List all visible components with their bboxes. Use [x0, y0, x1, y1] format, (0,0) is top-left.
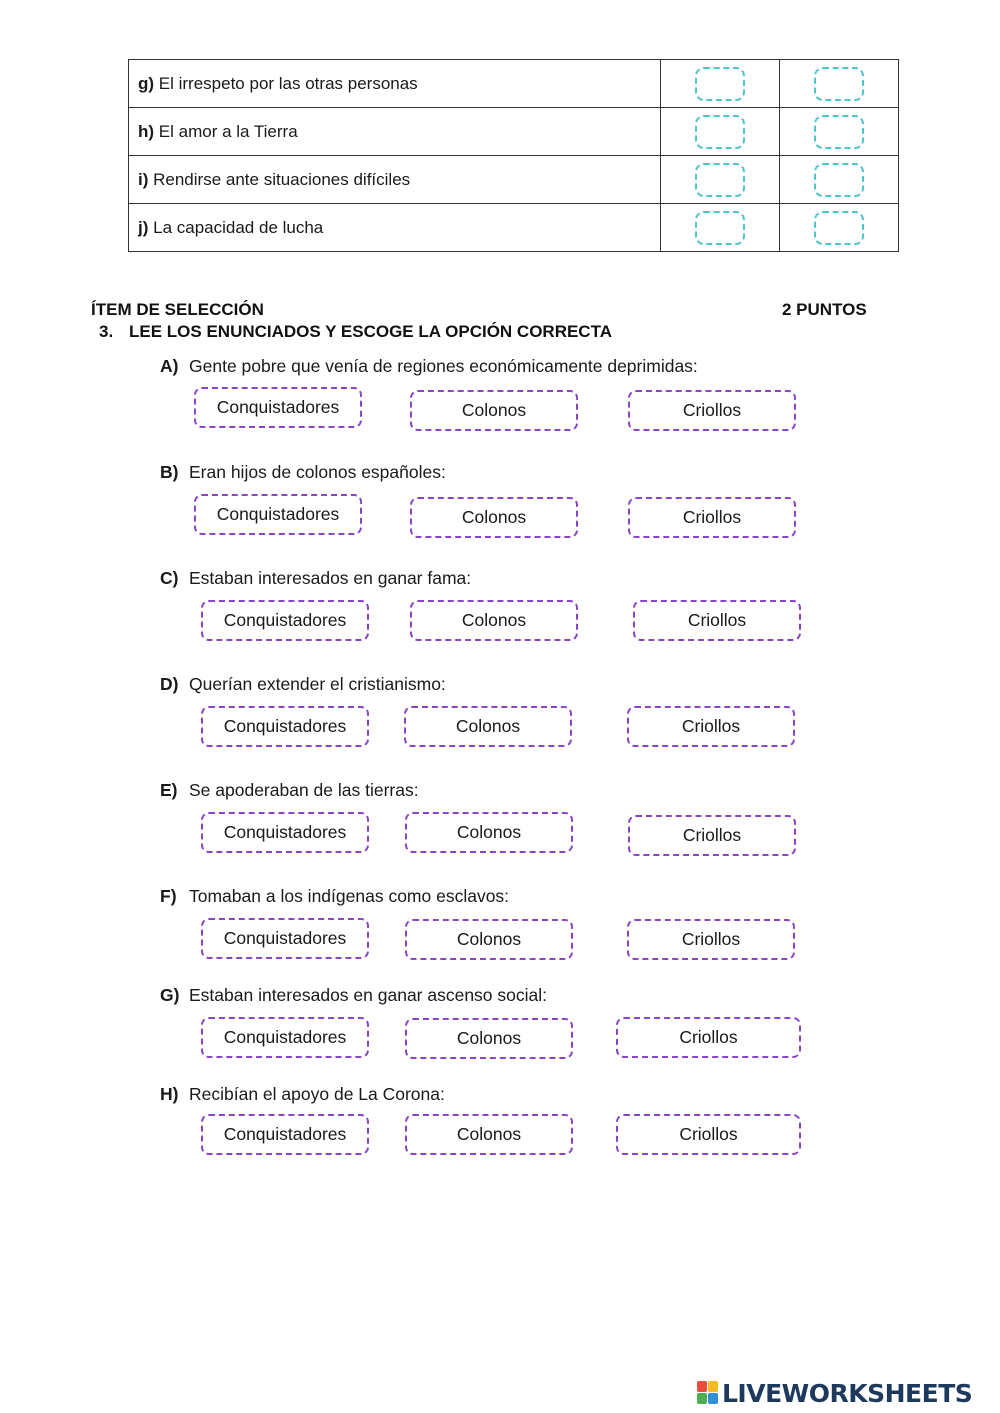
option-conquistadores[interactable]: Conquistadores — [194, 387, 362, 428]
answer-cell-2 — [780, 60, 899, 108]
answer-cell-2 — [780, 156, 899, 204]
answer-cell-1 — [661, 156, 780, 204]
statement-cell — [129, 204, 661, 252]
statement-letter: h) — [138, 121, 155, 141]
statement-text: El amor a la Tierra — [158, 121, 298, 141]
statement-cell — [129, 60, 661, 108]
option-criollos[interactable]: Criollos — [627, 706, 795, 747]
answer-cell-2 — [780, 108, 899, 156]
question-text — [160, 462, 446, 483]
logo-text: LIVEWORKSHEETS — [722, 1378, 973, 1408]
answer-cell-1 — [661, 60, 780, 108]
question-number: 3. — [99, 322, 114, 341]
statement-cell — [129, 108, 661, 156]
option-colonos[interactable]: Colonos — [410, 497, 578, 538]
table-row — [129, 156, 899, 204]
question-prompt: Estaban interesados en ganar fama: — [189, 568, 472, 588]
answer-checkbox-j-2[interactable] — [814, 211, 864, 245]
question-text — [160, 356, 698, 377]
question-text — [160, 886, 509, 907]
question-prompt: Querían extender el cristianismo: — [189, 674, 446, 694]
question-letter: A) — [160, 356, 179, 376]
statement-text: Rendirse ante situaciones difíciles — [153, 169, 411, 189]
statement-text: El irrespeto por las otras personas — [158, 73, 418, 93]
option-colonos[interactable]: Colonos — [405, 1114, 573, 1155]
option-criollos[interactable]: Criollos — [628, 390, 796, 431]
statement-table — [128, 59, 899, 252]
section-points: 2 PUNTOS — [782, 300, 867, 319]
question-prompt: Eran hijos de colonos españoles: — [189, 462, 446, 482]
option-conquistadores[interactable]: Conquistadores — [194, 494, 362, 535]
question-text — [160, 985, 547, 1006]
question-prompt: Recibían el apoyo de La Corona: — [189, 1084, 445, 1104]
answer-cell-1 — [661, 108, 780, 156]
option-criollos[interactable]: Criollos — [633, 600, 801, 641]
question-letter: G) — [160, 985, 180, 1005]
option-conquistadores[interactable]: Conquistadores — [201, 706, 369, 747]
statement-text: La capacidad de lucha — [153, 217, 324, 237]
question-letter: D) — [160, 674, 179, 694]
question-c — [160, 568, 860, 658]
answer-checkbox-h-2[interactable] — [814, 115, 864, 149]
answer-checkbox-j-1[interactable] — [695, 211, 745, 245]
question-d — [160, 674, 860, 764]
liveworksheets-logo — [697, 1377, 972, 1409]
option-colonos[interactable]: Colonos — [404, 706, 572, 747]
answer-checkbox-g-2[interactable] — [814, 67, 864, 101]
option-conquistadores[interactable]: Conquistadores — [201, 918, 369, 959]
question-prompt: Se apoderaban de las tierras: — [189, 780, 419, 800]
option-conquistadores[interactable]: Conquistadores — [201, 600, 369, 641]
statement-letter: j) — [138, 217, 149, 237]
table-row — [129, 108, 899, 156]
statement-letter: i) — [138, 169, 149, 189]
question-text — [160, 1084, 445, 1105]
table-row — [129, 60, 899, 108]
option-colonos[interactable]: Colonos — [410, 390, 578, 431]
answer-checkbox-i-1[interactable] — [695, 163, 745, 197]
question-f — [160, 886, 860, 976]
question-g — [160, 985, 860, 1075]
table-row — [129, 204, 899, 252]
answer-cell-1 — [661, 204, 780, 252]
question-text — [160, 568, 471, 589]
option-conquistadores[interactable]: Conquistadores — [201, 1017, 369, 1058]
answer-cell-2 — [780, 204, 899, 252]
liveworksheets-logo-icon — [697, 1381, 719, 1405]
option-colonos[interactable]: Colonos — [405, 812, 573, 853]
answer-checkbox-h-1[interactable] — [695, 115, 745, 149]
question-a — [160, 356, 860, 446]
question-letter: H) — [160, 1084, 179, 1104]
question-prompt: Tomaban a los indígenas como esclavos: — [189, 886, 510, 906]
option-colonos[interactable]: Colonos — [405, 919, 573, 960]
question-prompt: Gente pobre que venía de regiones económicamente deprimidas: — [189, 356, 698, 376]
question-text — [160, 674, 446, 695]
question-letter: F) — [160, 886, 177, 906]
section-title: ÍTEM DE SELECCIÓN — [91, 300, 264, 319]
option-criollos[interactable]: Criollos — [627, 919, 795, 960]
question-h — [160, 1084, 860, 1174]
question-e — [160, 780, 860, 870]
question-letter: B) — [160, 462, 179, 482]
question-b — [160, 462, 860, 552]
question-prompt: Estaban interesados en ganar ascenso social: — [189, 985, 548, 1005]
question-instruction: LEE LOS ENUNCIADOS Y ESCOGE LA OPCIÓN CORRECTA — [129, 322, 612, 341]
statement-cell — [129, 156, 661, 204]
question-letter: E) — [160, 780, 178, 800]
question-text — [160, 780, 419, 801]
option-criollos[interactable]: Criollos — [628, 815, 796, 856]
question-letter: C) — [160, 568, 179, 588]
option-colonos[interactable]: Colonos — [405, 1018, 573, 1059]
option-colonos[interactable]: Colonos — [410, 600, 578, 641]
option-criollos[interactable]: Criollos — [616, 1017, 801, 1058]
option-criollos[interactable]: Criollos — [616, 1114, 801, 1155]
option-conquistadores[interactable]: Conquistadores — [201, 1114, 369, 1155]
answer-checkbox-i-2[interactable] — [814, 163, 864, 197]
option-criollos[interactable]: Criollos — [628, 497, 796, 538]
statement-letter: g) — [138, 73, 155, 93]
option-conquistadores[interactable]: Conquistadores — [201, 812, 369, 853]
answer-checkbox-g-1[interactable] — [695, 67, 745, 101]
